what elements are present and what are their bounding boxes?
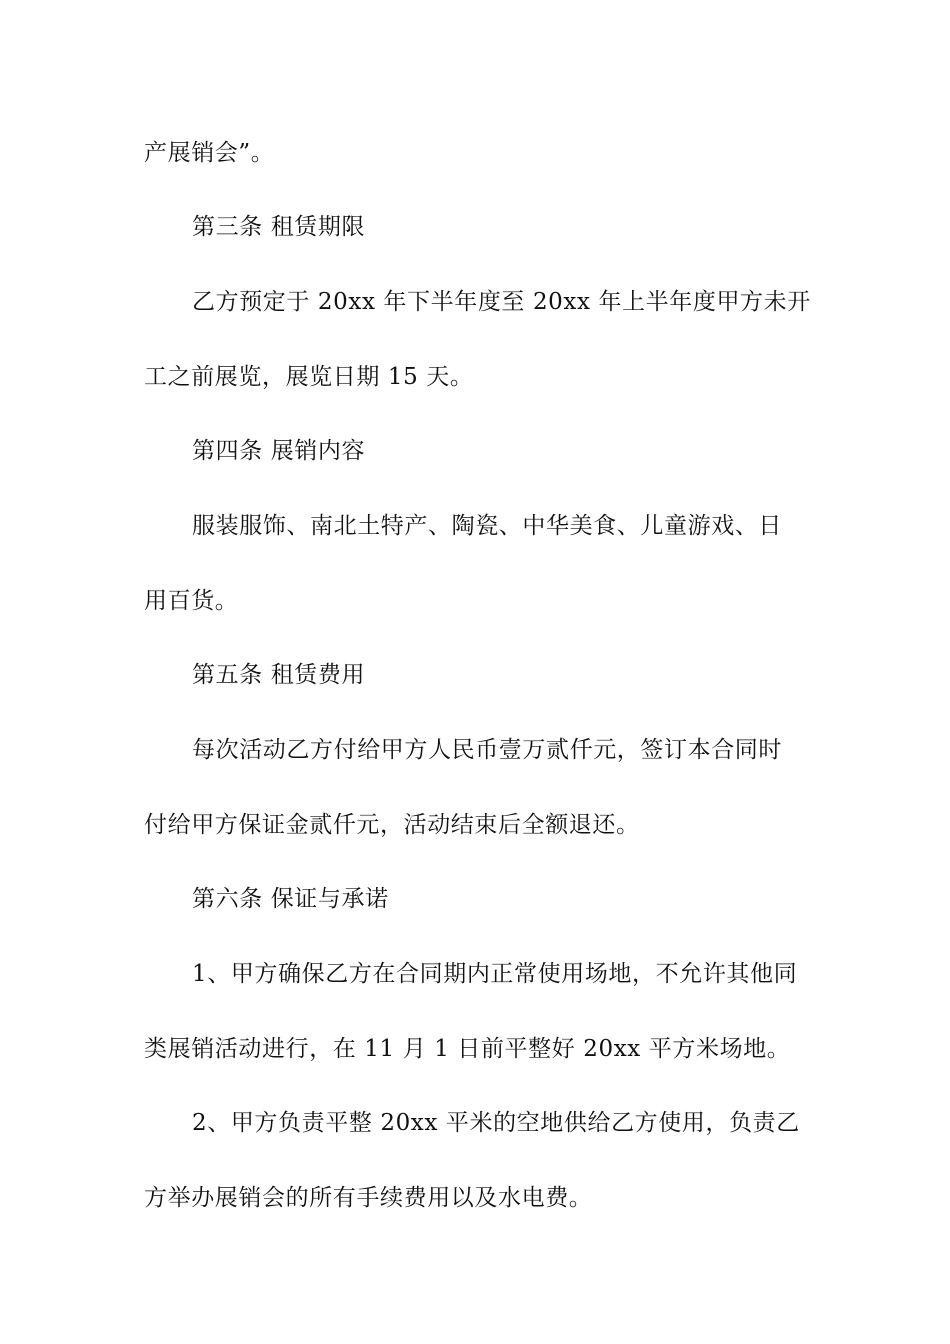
body-text-line: 1、甲方确保乙方在合同期内正常使用场地，不允许其他同 [192,961,798,987]
body-text-line: 类展销活动进行，在 11 月 1 日前平整好 20xx 平方米场地。 [144,1036,791,1062]
body-text-line: 工之前展览，展览日期 15 天。 [144,364,474,390]
body-text-line: 方举办展销会的所有手续费用以及水电费。 [144,1185,593,1211]
article-heading: 第六条 保证与承诺 [192,886,389,912]
body-text-line: 用百货。 [144,588,239,614]
article-heading: 第四条 展销内容 [192,438,366,464]
article-heading: 第五条 租赁费用 [192,662,366,688]
body-text-line: 每次活动乙方付给甲方人民币壹万贰仟元，签订本合同时 [192,737,782,763]
article-heading: 第三条 租赁期限 [192,214,366,240]
body-text-line: 产展销会”。 [144,140,275,166]
body-text-line: 服装服饰、南北土特产、陶瓷、中华美食、儿童游戏、日 [192,513,782,539]
body-text-line: 2、甲方负责平整 20xx 平米的空地供给乙方使用，负责乙 [192,1110,800,1136]
body-text-line: 乙方预定于 20xx 年下半年度至 20xx 年上半年度甲方未开 [192,289,811,315]
body-text-line: 付给甲方保证金贰仟元，活动结束后全额退还。 [144,812,640,838]
